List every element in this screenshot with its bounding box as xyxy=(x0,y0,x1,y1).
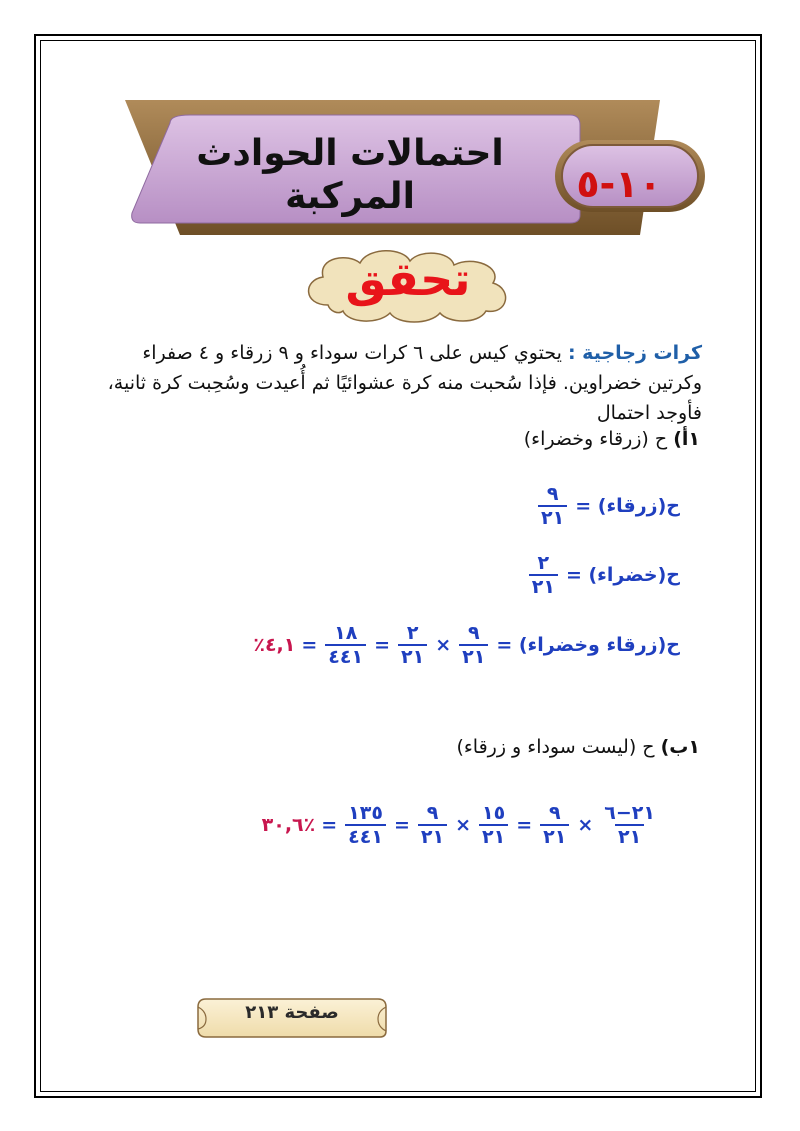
fraction-numerator: ٩ xyxy=(548,802,561,824)
eq-b-fraction-5 xyxy=(343,802,388,848)
fraction-denominator: ٢١ xyxy=(615,824,644,848)
problem-text-2: وكرتين خضراوين. فإذا سُحبت منه كرة عشوائيًا ثم أُعيدت وسُحِبت كرة ثانية، xyxy=(107,372,702,394)
fraction-numerator: ٢١−٦ xyxy=(604,802,655,824)
fraction-numerator: ٩ xyxy=(546,483,559,505)
equation-blue xyxy=(536,483,680,529)
equation-not-black-and-blue xyxy=(262,802,660,848)
eq-b-result: ٣٠,٦٪ xyxy=(261,814,316,836)
equals-sign: = xyxy=(393,814,410,836)
eq-bg-lhs: ح(زرقاء وخضراء) = xyxy=(496,634,680,656)
eq-b-fraction-1 xyxy=(599,802,660,848)
fraction-denominator: ٢١ xyxy=(529,574,558,598)
eq-bg-fraction-3 xyxy=(323,622,368,668)
eq-bg-fraction-2 xyxy=(396,622,429,668)
times-sign: × xyxy=(435,634,452,656)
problem-line-1 xyxy=(102,340,702,367)
lesson-title-line2: المركبة xyxy=(285,176,415,217)
part-b-label: ١ب) xyxy=(660,736,700,758)
fraction-denominator: ٢١ xyxy=(398,644,427,668)
equals-sign: = xyxy=(374,634,391,656)
part-a-label: ١أ) xyxy=(673,428,700,450)
fraction-denominator: ٢١ xyxy=(538,505,567,529)
eq-green-lhs: ح(خضراء) = xyxy=(565,564,680,586)
fraction-numerator: ١٨ xyxy=(334,622,358,644)
fraction-denominator: ٢١ xyxy=(540,824,569,848)
fraction-numerator: ٩ xyxy=(467,622,480,644)
problem-text-1: يحتوي كيس على ٦ كرات سوداء و ٩ زرقاء و ٤ صفراء xyxy=(142,342,568,364)
part-a-question xyxy=(524,428,700,450)
fraction-numerator: ٩ xyxy=(426,802,439,824)
equals-sign: = xyxy=(301,634,318,656)
eq-bg-result: ٤,١٪ xyxy=(253,634,296,656)
eq-b-fraction-2 xyxy=(538,802,571,848)
fraction-numerator: ١٣٥ xyxy=(348,802,383,824)
equation-blue-and-green xyxy=(253,622,680,668)
eq-green-fraction xyxy=(527,552,560,598)
lesson-number: ١٠-٥ xyxy=(576,162,662,206)
fraction-numerator: ١٥ xyxy=(482,802,506,824)
problem-keyword: كرات زجاجية : xyxy=(567,342,702,364)
eq-b-fraction-3 xyxy=(477,802,510,848)
eq-blue-fraction xyxy=(536,483,569,529)
part-b-text: ح (ليست سوداء و زرقاء) xyxy=(456,736,661,758)
fraction-numerator: ٢ xyxy=(537,552,550,574)
fraction-denominator: ٤٤١ xyxy=(345,824,386,848)
times-sign: × xyxy=(455,814,472,836)
fraction-numerator: ٢ xyxy=(406,622,419,644)
times-sign: × xyxy=(577,814,594,836)
check-label: تحقق xyxy=(345,252,471,306)
page-number: صفحة ٢١٣ xyxy=(245,1002,339,1023)
eq-blue-lhs: ح(زرقاء) = xyxy=(575,495,680,517)
equals-sign: = xyxy=(516,814,533,836)
fraction-denominator: ٢١ xyxy=(479,824,508,848)
eq-b-fraction-4 xyxy=(416,802,449,848)
problem-text-3: فأوجد احتمال xyxy=(596,402,702,424)
part-a-text: ح (زرقاء وخضراء) xyxy=(523,428,674,450)
equation-green xyxy=(527,552,680,598)
part-b-question xyxy=(456,736,700,758)
fraction-denominator: ٤٤١ xyxy=(325,644,366,668)
eq-bg-fraction-1 xyxy=(457,622,490,668)
lesson-title-line1: احتمالات الحوادث xyxy=(196,133,504,174)
fraction-denominator: ٢١ xyxy=(459,644,488,668)
equals-sign: = xyxy=(321,814,338,836)
fraction-denominator: ٢١ xyxy=(418,824,447,848)
